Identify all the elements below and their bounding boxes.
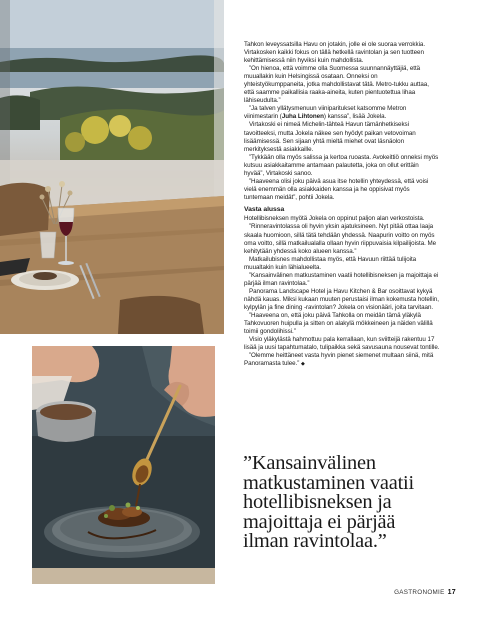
quote-text: ”Olemme heittäneet vasta hyvin pienet siemenet multaan siinä, mitä Panoramasta tulee.” — [244, 352, 434, 368]
article-paragraph: ”Haaveena olisi joku päivä asua itse hotellin yhteydessä, että voisi vielä enemmän olla asiakkaiden kanssa ja he oppisivat myös tuntemaan meidät”, pohtii Jokela. — [244, 177, 429, 201]
restaurant-window-lake-view-photo — [0, 0, 224, 334]
pull-quote-line: hotellibisneksen ja — [243, 491, 392, 514]
plating-scene-illustration — [32, 346, 215, 584]
article-paragraph: Panorama Landscape Hotel ja Havu Kitchen & Bar osoittavat kykyä nähdä kauas. Miksi kukaan muuten perustaisi ilman kokemusta hotellin, kylpylän ja fine dining -ravintolan? Jokela on visionääri, joita tarvitaan. — [244, 287, 439, 311]
article-paragraph: ”On hienoa, että voimme olla Suomessa suunnannäyttäjiä, että muuallakin kuin Helsingissä osataan. Onneksi on yhteistyökumppaneita, jotka mahdollistavat tätä. Metro-tukku auttaa, että saamme paikallisia raaka-aineita, kuten pientuotettua lihaa lähiseudulta.” — [244, 65, 429, 105]
article-body — [244, 41, 440, 368]
section-name: GASTRONOMIE — [394, 589, 445, 596]
article-paragraph — [244, 352, 440, 368]
page-footer — [380, 589, 456, 596]
article-paragraph: Matkailubisnes mahdollistaa myös, että Havuun riittää tulijoita muualtakin kuin lähialueelta. — [244, 255, 417, 271]
chef-plating-dish-sauce-photo — [32, 346, 215, 584]
article-paragraph: ”Tykkään olla myös salissa ja kertoa ruoasta. Avokeittiö onneksi myös kutsuu asiakkaitamme antamaan palautetta, joka on ollut erittäin hyvää”, Virtakoski sanoo. — [244, 153, 439, 177]
pull-quote-line: matkustaminen vaatii — [243, 471, 414, 494]
article-paragraph: ”Kansainvälinen matkustaminen vaatii hotellibisneksen ja majoittaja ei pärjää ilman ravintolaa.” — [244, 271, 439, 287]
restaurant-scene-illustration — [0, 0, 224, 334]
article-paragraph: ”Rinneravintolassa oli hyvin yksin ajatuksineen. Nyt pitää ottaa laaja skaala huomioon, sillä tätä tehdään yhdessä. Naapurin voitto on myös oma voitto, sillä matkailualalla ollaan hyvin riippuvaisia kilpailijoista. Me kehitytään yhdessä koko alueen kanssa.” — [244, 223, 437, 255]
pull-quote-line: ”Kansainvälinen — [243, 452, 376, 474]
quote-text: ”Ja talven yllätysmenuun viiniparitukset katsomme Metron viinimestarin ( — [244, 105, 407, 121]
end-mark-icon: ◆ — [301, 361, 305, 368]
person-name: Juha Lihtonen — [281, 113, 324, 121]
pull-quote-line: ilman ravintolaa.” — [243, 530, 387, 553]
article-paragraph — [244, 105, 440, 121]
article-paragraph: Visio yläkylästä hahmottuu pala kerrallaan, kun sviitteijä rakentuu 17 lisää ja uusi tapahtumatalo, tulipaikka sekä savusauna nousevat tontille. — [244, 336, 440, 352]
article-paragraph: ”Haaveena on, että joku päivä Tahkolla on meidän tämä yläkylä Tahkovuoren huipulla ja sitten on alakylä mökkeineen ja näiden välillä toimii gondolihissi.” — [244, 312, 433, 336]
article-paragraph: Hotellibisneksen myötä Jokela on oppinut paljon alan verkostoista. — [244, 215, 425, 223]
article-paragraph: Tahkon leveyssatsilla Havu on jotakin, jolle ei ole suoraa verrokkia. Virtakosken kaikki fokus on tällä hetkellä ravintolan ja sen tuotteen kehittämisessä niin hyviksi kuin mahdollista. — [244, 41, 426, 65]
pull-quote — [243, 454, 448, 552]
pull-quote-line: majoittaja ei pärjää — [243, 510, 396, 533]
article-subheading: Vasta alussa — [244, 205, 285, 213]
article-paragraph: Virtakoski ei nimeä Michelin-tähteä Havun tämänhetkiseksi tavoitteeksi, mutta Jokela näkee sen hyödyt paikan vetovoiman lisäämisessä. Sen sijaan yhtä mieltä miehet ovat läsnäolon merkityksestä asiakkaille. — [244, 121, 416, 153]
page-number: 17 — [447, 589, 456, 596]
quote-text: ) kanssa”, lisää Jokela. — [323, 113, 387, 121]
